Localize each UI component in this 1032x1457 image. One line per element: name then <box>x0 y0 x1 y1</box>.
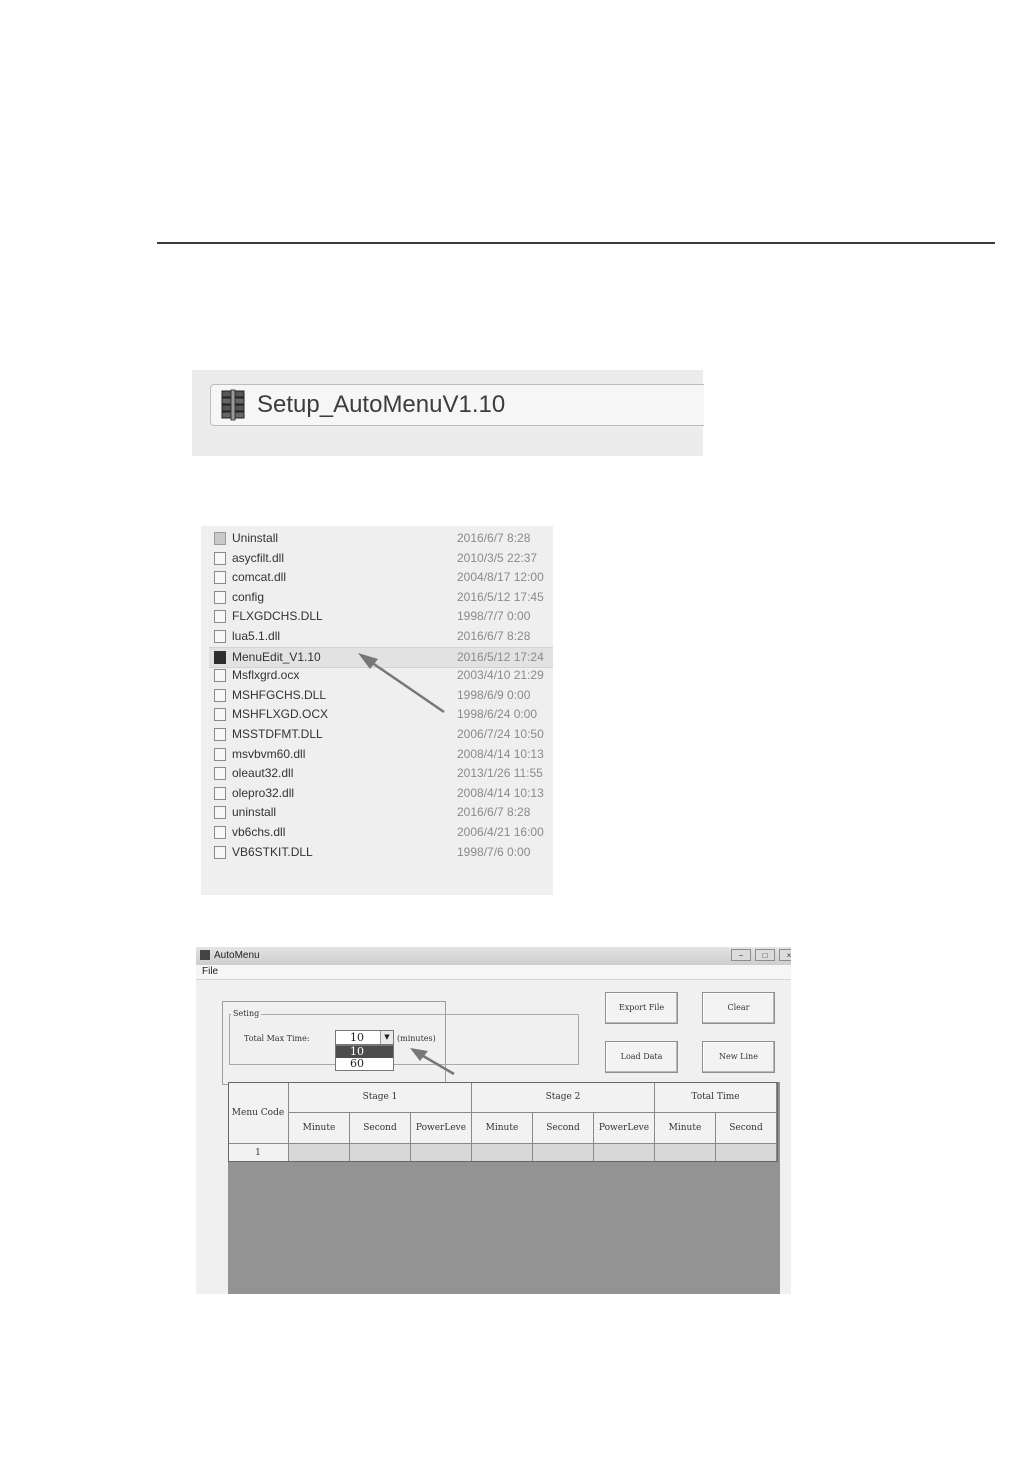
automenu-window <box>196 947 791 1294</box>
dll-file-icon <box>214 552 226 565</box>
column-header: Second <box>350 1113 411 1144</box>
file-row[interactable] <box>209 607 553 626</box>
app-icon <box>200 950 210 960</box>
file-row[interactable] <box>209 686 553 705</box>
menu-bar <box>196 965 791 980</box>
new-line-button[interactable]: New Line <box>702 1041 775 1073</box>
dll-file-icon <box>214 708 226 721</box>
grid-cell[interactable] <box>655 1144 716 1162</box>
file-row[interactable] <box>209 529 553 548</box>
dropdown-option[interactable]: 60 <box>350 1057 364 1070</box>
file-date: 2008/4/14 10:13 <box>457 746 544 761</box>
file-name: MenuEdit_V1.10 <box>232 649 321 664</box>
file-row[interactable] <box>209 549 553 568</box>
file-date: 2016/6/7 8:28 <box>457 531 531 545</box>
file-row[interactable] <box>209 647 553 668</box>
grid-cell[interactable] <box>472 1144 533 1162</box>
dll-file-icon <box>214 767 226 780</box>
column-header: Minute <box>472 1113 533 1144</box>
menu-code-header: Menu Code <box>228 1082 289 1144</box>
file-row[interactable] <box>209 764 553 783</box>
file-date: 2006/7/24 10:50 <box>457 727 544 741</box>
dropdown-option[interactable]: 10 <box>336 1046 393 1058</box>
file-name: asycfilt.dll <box>232 550 285 565</box>
grid-cell[interactable] <box>289 1144 350 1162</box>
file-date: 2003/4/10 21:29 <box>457 668 544 683</box>
grid-cell[interactable] <box>716 1144 777 1162</box>
file-name: MSHFLXGD.OCX <box>232 707 329 722</box>
file-date: 2016/5/12 17:45 <box>457 589 544 604</box>
file-row[interactable] <box>209 568 553 587</box>
file-row[interactable] <box>209 843 553 862</box>
file-name: lua5.1.dll <box>232 629 281 643</box>
file-name: oleaut32.dll <box>232 766 294 781</box>
file-name: VB6STKIT.DLL <box>232 844 313 859</box>
file-row[interactable] <box>209 803 553 822</box>
column-header: Second <box>533 1113 594 1144</box>
file-date: 2004/8/17 12:00 <box>457 570 544 585</box>
file-name: comcat.dll <box>232 570 287 585</box>
dll-file-icon <box>214 689 226 702</box>
max-time-label: Total Max Time: <box>244 1034 310 1043</box>
file-list-screenshot <box>201 526 553 895</box>
file-row[interactable] <box>209 745 553 764</box>
file-name: config <box>232 589 265 604</box>
dll-file-icon <box>214 669 226 682</box>
load-data-button[interactable]: Load Data <box>605 1041 678 1073</box>
file-row[interactable] <box>209 666 553 685</box>
file-date: 2016/6/7 8:28 <box>457 629 531 643</box>
file-row[interactable] <box>209 784 553 803</box>
folder-icon <box>214 532 226 545</box>
file-date: 2013/1/26 11:55 <box>457 766 543 781</box>
file-date: 1998/7/6 0:00 <box>457 844 531 859</box>
file-name: msvbvm60.dll <box>232 746 306 761</box>
file-name: MSSTDFMT.DLL <box>232 727 323 741</box>
row-number: 1 <box>228 1144 289 1162</box>
max-time-combo[interactable] <box>335 1030 394 1045</box>
file-date: 2016/6/7 8:28 <box>457 805 531 820</box>
file-date: 1998/6/9 0:00 <box>457 687 531 702</box>
file-name: uninstall <box>232 805 277 820</box>
grid-cell[interactable] <box>411 1144 472 1162</box>
close-button[interactable]: × <box>779 949 791 961</box>
clear-button[interactable]: Clear <box>702 992 775 1024</box>
dll-file-icon <box>214 610 226 623</box>
setting-legend: Seting <box>233 1009 260 1018</box>
dll-file-icon <box>214 748 226 761</box>
uninstaller-icon <box>214 806 226 819</box>
dll-file-icon <box>214 787 226 800</box>
minimize-button[interactable]: − <box>731 949 751 961</box>
file-name: Uninstall <box>232 531 279 545</box>
column-header: PowerLeve <box>594 1113 655 1144</box>
title-bar <box>196 947 791 965</box>
column-header: PowerLeve <box>411 1113 472 1144</box>
file-row[interactable] <box>209 725 553 744</box>
menu-grid <box>228 1082 780 1294</box>
file-date: 1998/6/24 0:00 <box>457 707 538 722</box>
dll-file-icon <box>214 826 226 839</box>
export-file-button[interactable]: Export File <box>605 992 678 1024</box>
file-date: 2006/4/21 16:00 <box>457 825 544 839</box>
dll-file-icon <box>214 846 226 859</box>
file-name: Msflxgrd.ocx <box>232 668 300 683</box>
stage2-header: Stage 2 <box>472 1082 655 1113</box>
dll-file-icon <box>214 728 226 741</box>
total-time-header: Total Time <box>655 1082 777 1113</box>
file-date: 1998/7/7 0:00 <box>457 609 531 624</box>
file-name: FLXGDCHS.DLL <box>232 609 323 624</box>
page-divider <box>157 242 995 244</box>
file-row[interactable] <box>209 823 553 842</box>
file-name: vb6chs.dll <box>232 825 286 839</box>
window-title: AutoMenu <box>214 950 260 961</box>
installer-screenshot <box>192 370 703 456</box>
grid-cell[interactable] <box>533 1144 594 1162</box>
column-header: Minute <box>289 1113 350 1144</box>
settings-file-icon <box>214 591 226 604</box>
max-time-dropdown-list <box>335 1045 394 1071</box>
menu-file[interactable]: File <box>202 966 219 977</box>
chevron-down-icon[interactable]: ▼ <box>380 1031 393 1044</box>
minutes-unit-label: (minutes) <box>397 1034 436 1043</box>
grid-cell[interactable] <box>594 1144 655 1162</box>
combo-value: 10 <box>350 1031 364 1044</box>
installer-file-item[interactable] <box>210 384 704 426</box>
dll-file-icon <box>214 571 226 584</box>
file-row[interactable] <box>209 627 553 646</box>
column-header: Second <box>716 1113 777 1144</box>
file-date: 2010/3/5 22:37 <box>457 550 538 565</box>
maximize-button[interactable]: □ <box>755 949 775 961</box>
file-name: olepro32.dll <box>232 785 295 800</box>
grid-cell[interactable] <box>350 1144 411 1162</box>
dll-file-icon <box>214 630 226 643</box>
file-date: 2008/4/14 10:13 <box>457 785 544 800</box>
file-name: MSHFGCHS.DLL <box>232 687 327 702</box>
winrar-archive-icon <box>219 389 249 421</box>
column-header: Minute <box>655 1113 716 1144</box>
application-icon <box>214 651 226 664</box>
installer-file-name: Setup_AutoMenuV1.10 <box>257 391 506 418</box>
file-row[interactable] <box>209 705 553 724</box>
file-row[interactable] <box>209 588 553 607</box>
file-date: 2016/5/12 17:24 <box>457 649 544 664</box>
stage1-header: Stage 1 <box>289 1082 472 1113</box>
